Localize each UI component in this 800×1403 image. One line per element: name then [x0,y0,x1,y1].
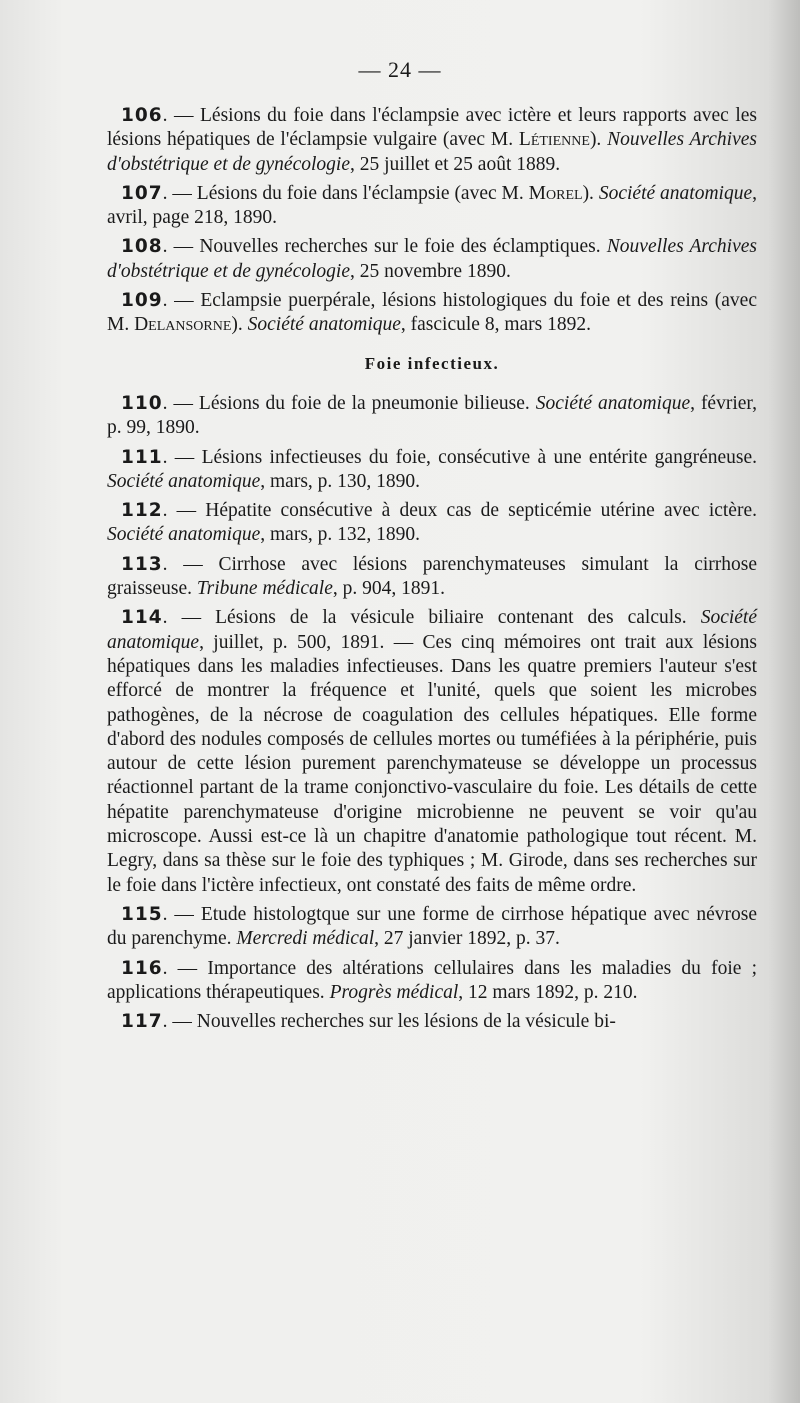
entry-number: 116 [121,957,163,979]
entry-112 [107,499,757,548]
entry-number: 114 [121,607,163,629]
entry-text: , p. 904, 1891. [332,578,445,600]
entry-108 [107,235,757,284]
journal-title: Nouvelles Archives d'obstétrique et de gynécologie [107,236,757,282]
entries-group-a [107,104,757,338]
journal-title: Société anatomique [598,182,753,204]
page-text [107,104,757,1039]
entries-group-b [107,392,757,1034]
journal-title: Nouvelles Archives d'obstétrique et de gynécologie [107,129,758,175]
section-heading: Foie infectieux. [364,353,500,373]
co-author-name: Delansorne [134,314,232,336]
entry-text: , fascicule 8, mars 1892. [400,314,591,336]
entry-text: , mars, p. 132, 1890. [260,524,421,546]
entry-text: ). [582,182,599,204]
entry-text: . — Importance des altérations cellulaires dans les maladies du foie ; applications thérapeutiques. [107,957,757,1003]
entry-107 [107,182,757,231]
entry-number: 115 [121,903,163,925]
entry-number: 107 [121,182,163,204]
entry-text: , mars, p. 130, 1890. [260,470,421,492]
entry-113 [107,553,757,602]
entry-number: 106 [121,105,163,126]
journal-title: Mercredi médical [236,928,375,950]
entry-number: 108 [121,236,163,258]
entry-111 [107,446,757,495]
co-author-name: Létienne [518,129,590,151]
entry-text: . — Hépatite consécutive à deux cas de septicémie utérine avec ictère. [162,500,757,522]
entry-110 [107,392,757,441]
entry-text: . — Nouvelles recherches sur les lésions de la vésicule bi- [162,1011,616,1033]
entry-text: . — Cirrhose avec lésions parenchymateuses simulant la cirrhose graisseuse. [107,553,757,600]
entry-text: , 12 mars 1892, p. 210. [458,981,638,1003]
journal-title: Société anatomique [107,524,261,546]
entry-109 [107,289,757,338]
entry-text: . — Etude histologtque sur une forme de cirrhose hépatique avec névrose du parenchyme. [107,903,757,950]
journal-title: Progrès médical [329,981,459,1003]
entry-number: 112 [121,500,163,522]
entry-text: . — Lésions de la vésicule biliaire contenant des calculs. [162,607,701,629]
entry-text: , avril, page 218, 1890. [107,182,757,229]
entry-number: 110 [121,392,163,414]
entry-number: 111 [121,446,163,468]
journal-title: Société anatomique [247,314,401,336]
entry-text: ). [231,314,248,336]
entry-text: ). [589,129,608,151]
entry-116 [107,957,757,1006]
page-number: — 24 — [358,57,442,82]
entry-114 [107,606,757,898]
journal-title: Société anatomique [107,470,261,492]
co-author-name: Morel [528,182,583,204]
entry-number: 109 [121,290,163,312]
entry-text: . — Lésions du foie dans l'éclampsie (avec M. [162,182,529,204]
entry-text: . — Lésions du foie de la pneumonie bilieuse. [162,392,536,414]
entry-106 [107,104,757,177]
entry-number: 117 [121,1011,163,1033]
journal-title: Société anatomique [535,392,691,414]
entry-text: , 27 janvier 1892, p. 37. [374,928,560,950]
entry-117 [107,1010,757,1034]
entry-text: , juillet, p. 500, 1891. — Ces cinq mémoires ont trait aux lésions hépatiques dans les maladies infectieuses. Dans les quatre premiers l'auteur s'est efforcé de montrer la fréquence et l'unité, quels que soient les microbes pathogènes, de la nécrose de coagulation des cellules hépatiques. Elle forme d'abord des nodules composés de cellules mortes ou tuméfiées à la périphérie, puis autour de cette lésion purement parenchymateuse se développe un processus réactionnel partant de la trame conjonctivo-vasculaire du foie. Les détails de cette hépatite parenchymateuse d'origine microbienne ne peuvent se voir qu'au microscope. Aussi est-ce là un chapitre d'anatomie pathologique tout récent. M. Legry, dans sa thèse sur le foie des typhiques ; M. Girode, dans ses recherches sur le foie dans l'ictère infectieux, ont constaté des faits de même ordre. [107,631,757,896]
entry-text: . — Lésions du foie dans l'éclampsie avec ictère et leurs rapports avec les lésions hépatiques de l'éclampsie vulgaire (avec M. [107,105,757,151]
entry-text: . — Lésions infectieuses du foie, consécutive à une entérite gangréneuse. [162,446,757,468]
entry-text: . — Nouvelles recherches sur le foie des éclamptiques. [162,236,607,258]
entry-text: , 25 juillet et 25 août 1889. [349,153,561,175]
entry-115 [107,903,757,952]
entry-text: , 25 novembre 1890. [349,260,511,282]
entry-text: , février, p. 99, 1890. [107,392,757,439]
entry-number: 113 [121,553,163,575]
journal-title: Tribune médicale [196,578,333,600]
journal-title: Société anatomique [107,607,757,653]
entry-text: . — Eclampsie puerpérale, lésions histologiques du foie et des reins (avec M. [107,290,757,336]
